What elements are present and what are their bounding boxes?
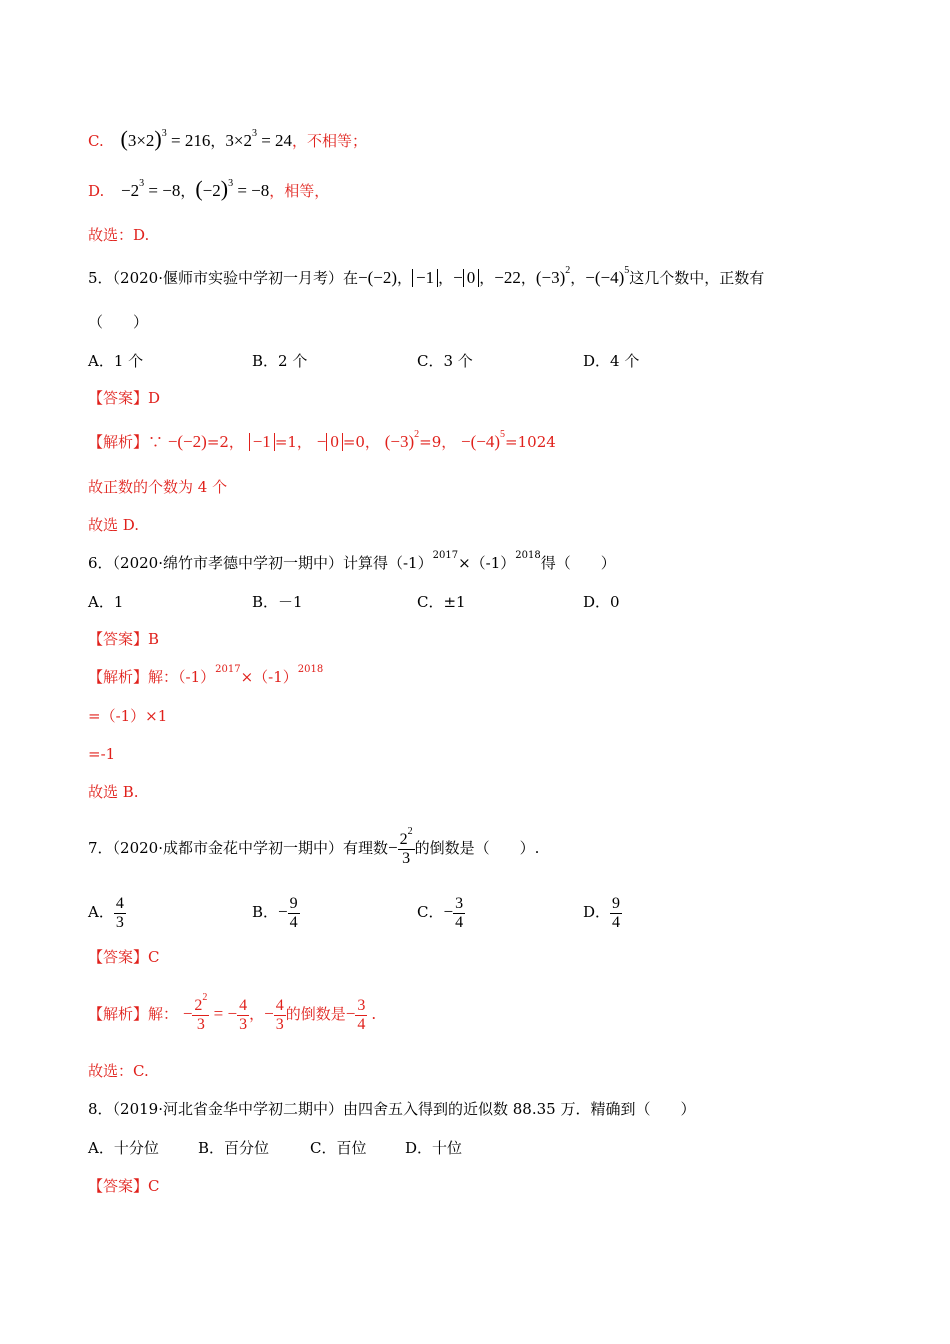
- q6-analysis: 【解析】解：$(-1)^{2017}\times(-1)^{2018}$: [88, 664, 324, 686]
- q4-c-label: C.: [88, 132, 104, 150]
- q7-stem-fraction: $\frac{2^2}{3}$: [399, 825, 413, 867]
- q8-option-b[interactable]: B．百分位: [198, 1139, 270, 1157]
- q6-step2: =-1: [88, 745, 116, 763]
- q4-option-d: D. $-2^3 = -8$，$(-2)^3 = -8$，相等，: [88, 176, 330, 201]
- q5-option-b[interactable]: B．2 个: [252, 352, 308, 370]
- q8-stem: 8．（2019·河北省金华中学初二期中）由四舍五入得到的近似数 88.35 万．精确到（ ）: [88, 1100, 696, 1118]
- q8-option-d[interactable]: D．十位: [405, 1139, 463, 1157]
- q7-analysis: 【解析】解： − $\frac{2^2}{3}$ = − $\frac{4}{3}$ ，− $\frac{4}{3}$ 的倒数是− $\frac{3}{4}$ .: [88, 991, 376, 1033]
- q5-option-c[interactable]: C．3 个: [417, 352, 473, 370]
- q6-option-a[interactable]: A．1: [88, 593, 124, 611]
- q5-option-d[interactable]: D．4 个: [583, 352, 640, 370]
- q8-option-c[interactable]: C．百位: [310, 1139, 367, 1157]
- q6-answer: 【答案】B: [88, 630, 160, 648]
- q4-conclusion: 故选：D.: [88, 226, 150, 244]
- q6-step1: =（-1）×1: [88, 707, 168, 725]
- q7-conclusion: 故选：C.: [88, 1062, 149, 1080]
- q4-c-note: ，不相等；: [292, 132, 368, 150]
- q6-option-c[interactable]: C．±1: [417, 593, 466, 611]
- q5-conclusion: 故选 D.: [88, 516, 140, 534]
- q4-c-expr2: 3×2: [225, 131, 252, 150]
- q5-answer: 【答案】D: [88, 389, 161, 407]
- q4-d-label: D.: [88, 182, 105, 200]
- q6-option-d[interactable]: D．0: [583, 593, 620, 611]
- q6-stem: 6．（2020·绵竹市孝德中学初一期中）计算得$(-1)^{2017}\times(-1)^{2018}$得（ ）: [88, 550, 616, 572]
- q4-option-c: C. $(3\times 2)^3 = 216$，$3\times 2^3 = 24$，不相等；: [88, 126, 368, 151]
- q5-option-a[interactable]: A．1 个: [88, 352, 144, 370]
- q6-option-b[interactable]: B．－1: [252, 593, 303, 611]
- q4-d-note: ，相等，: [269, 182, 330, 200]
- q7-stem: 7．（2020·成都市金花中学初一期中）有理数− $\frac{2^2}{3}$ 的倒数是（ ）.: [88, 825, 540, 867]
- q6-conclusion: 故选 B.: [88, 783, 139, 801]
- q5-count: 故正数的个数为 4 个: [88, 478, 228, 496]
- q8-option-a[interactable]: A．十分位: [88, 1139, 159, 1157]
- q7-option-b[interactable]: B．− $\frac{9}{4}$: [252, 894, 298, 931]
- q4-c-expr1: 3×2: [127, 131, 155, 150]
- q7-option-c[interactable]: C．− $\frac{3}{4}$: [417, 894, 464, 931]
- q7-option-d[interactable]: D． $\frac{9}{4}$: [583, 894, 621, 931]
- q7-answer: 【答案】C: [88, 948, 160, 966]
- q8-answer: 【答案】C: [88, 1177, 160, 1195]
- q5-stem: 5．（2020·偃师市实验中学初一月考）在−(−2)， −1 ，− 0 ，−22，$(-3)^2$，$-(-4)^5$这几个数中，正数有: [88, 265, 765, 287]
- q7-option-a[interactable]: A． $\frac{4}{3}$: [88, 894, 124, 931]
- q5-analysis: 【解析】∵ −(−2)=2， −1 =1， − 0 =0， $(-3)^2=9$， $-(-4)^5=1024$: [88, 429, 556, 451]
- q5-paren: （ ）: [88, 313, 149, 331]
